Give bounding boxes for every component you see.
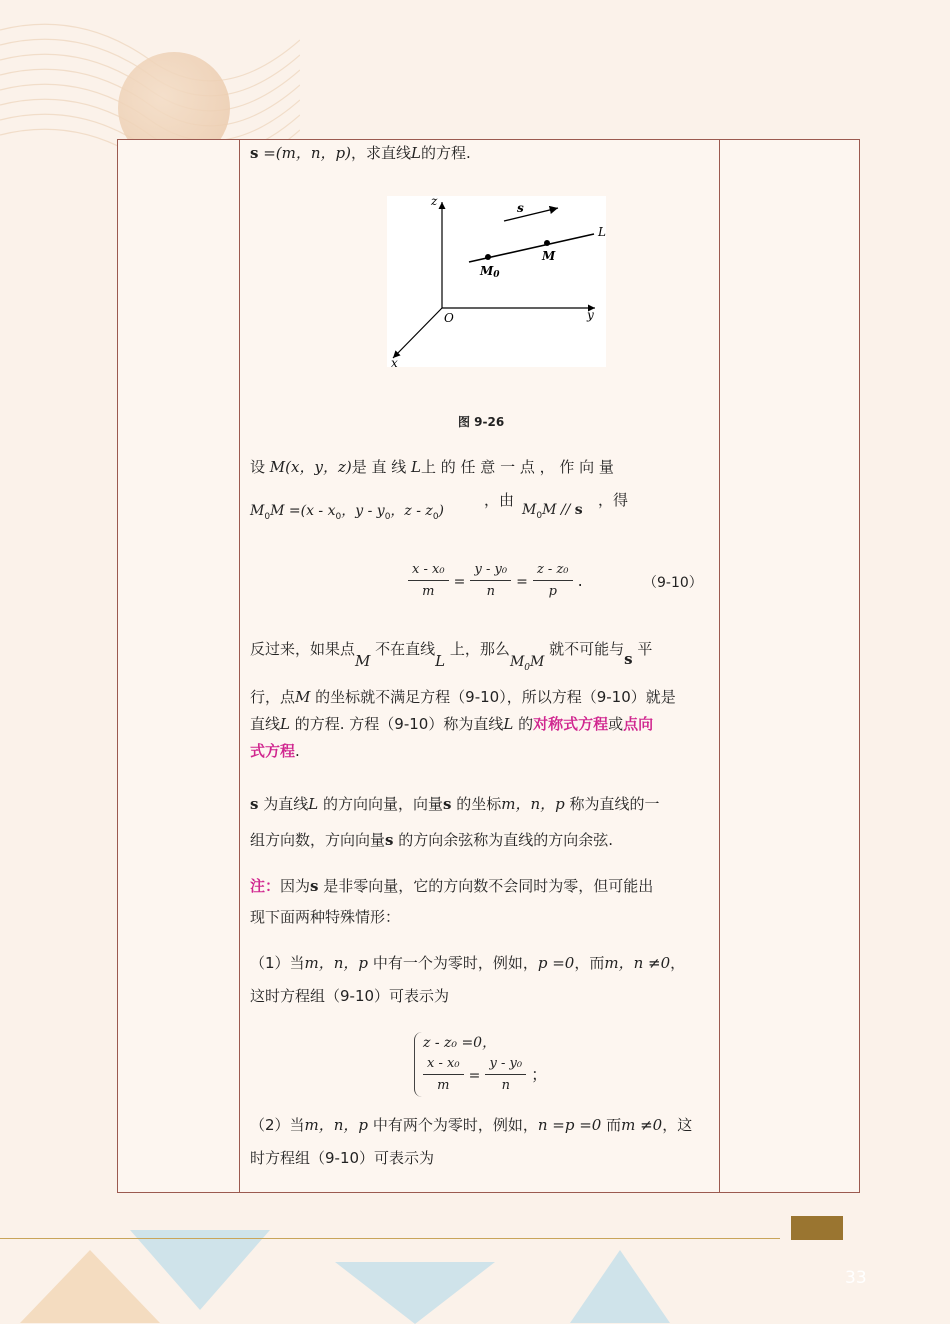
figure-caption: 图 9-26: [458, 415, 505, 429]
equation-system-1: z - z₀ =0， $\frac{\text{x - x₀}}{m}$ = $\frac{\text{y - y₀}}{n}$ ；: [414, 1032, 547, 1097]
paragraph-1-get: ，得: [598, 491, 629, 509]
x-axis: [393, 308, 442, 358]
column-divider: [239, 140, 240, 1192]
point-M: [544, 240, 550, 246]
paragraph-2: 反过来，如果点M 不在直线L 上，那么$M_0M$ 就不可能与s 平 行，点M 的坐标就不满足方程（9-10），所以方程（9-10）就是 直线L 的方程. 方程（9-10）称为直线L 的对称式方程或点向 式方程.: [250, 640, 676, 760]
parallel-condition: $M_0M$ // s: [522, 502, 583, 521]
L-label: L: [598, 225, 606, 239]
note-label: 注：: [250, 877, 281, 895]
problem-line: s =(m，n，p)，求直线L的方程.: [250, 144, 471, 162]
vector-s: s: [250, 144, 259, 162]
point-M0: [485, 254, 491, 260]
column-divider: [719, 140, 720, 1192]
M-label: M: [542, 249, 556, 263]
paragraph-1-line-1: 设 M(x，y，z)是 直 线 L上 的 任 意 一 点 ， 作 向 量: [250, 458, 614, 476]
term-point-direction: 点向: [623, 715, 654, 733]
equation-9-10: $\frac{\text{x - x₀}}{m}$ = $\frac{\text{y - y₀}}{n}$ = $\frac{\text{z - z₀}}{p}$ .: [408, 560, 583, 603]
figure-9-26: [387, 196, 606, 367]
z-label: z: [431, 196, 438, 208]
footer-rule: [0, 1238, 780, 1239]
triangle-decoration: [570, 1250, 670, 1323]
M0-label: M0: [480, 264, 500, 280]
case-2: （2）当m，n，p 中有两个为零时，例如，n =p =0 而m ≠0，这 时方程组（9-10）可表示为: [250, 1116, 693, 1167]
y-label: y: [587, 308, 594, 322]
s-label: s: [517, 201, 524, 215]
paragraph-1-line-2: $M_0M =(x - x_0$，y - $y_0$，z - $z_0$): [250, 503, 445, 522]
equation-tag: （9-10）: [643, 575, 703, 591]
term-symmetric-equation: 对称式方程: [533, 715, 609, 733]
line-in-space-diagram: [387, 196, 606, 367]
origin-label: O: [444, 311, 454, 325]
footer-bar: [791, 1216, 843, 1240]
page-number: 33: [845, 1268, 867, 1288]
paragraph-1-line-2b: ，由: [484, 491, 515, 509]
triangle-decoration: [335, 1262, 495, 1324]
note: 注：因为s 是非零向量，它的方向数不会同时为零，但可能出 现下面两种特殊情形：: [250, 877, 654, 926]
x-label: x: [391, 356, 398, 367]
triangle-decoration: [20, 1250, 160, 1323]
direction-vector-s: [504, 208, 558, 221]
paragraph-3: s 为直线L 的方向向量，向量s 的坐标m，n，p 称为直线的一 组方向数，方向向量s 的方向余弦称为直线的方向余弦.: [250, 795, 660, 849]
case-1: （1）当m，n，p 中有一个为零时，例如，p =0，而m，n ≠0， 这时方程组（9-10）可表示为: [250, 954, 686, 1005]
